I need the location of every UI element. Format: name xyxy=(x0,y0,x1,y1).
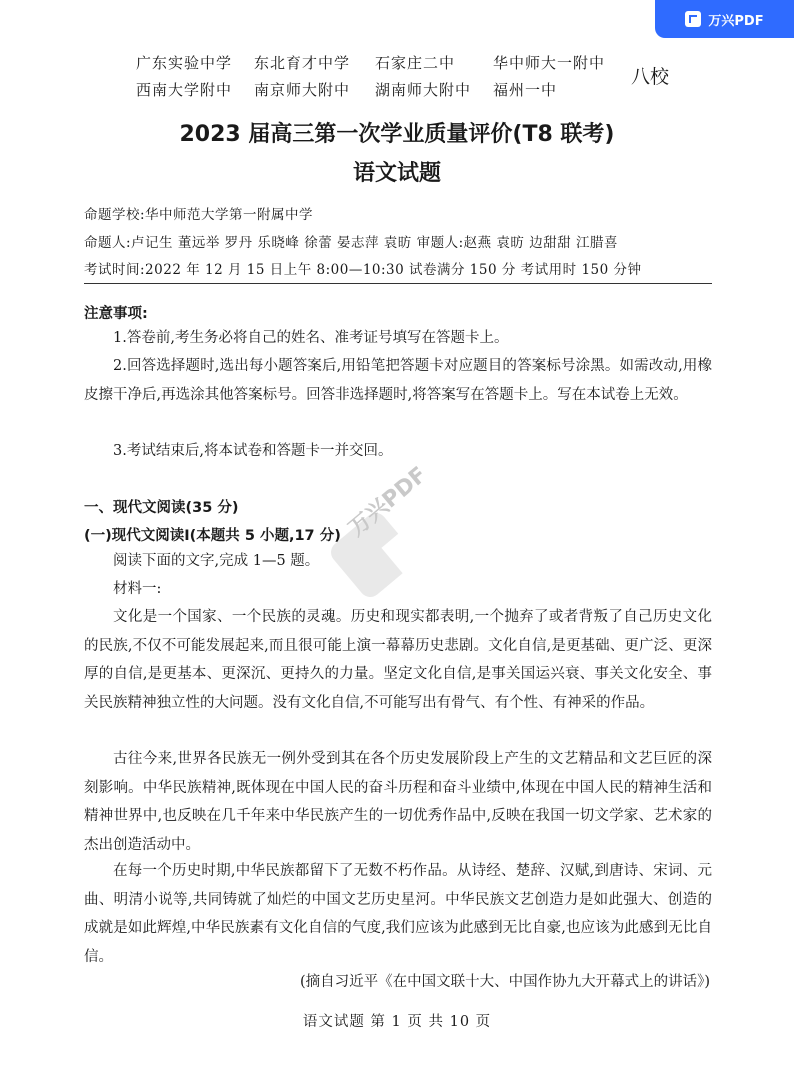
meta-time: 考试时间:2022 年 12 月 15 日上午 8:00—10:30 试卷满分 150 分 考试用时 150 分钟 xyxy=(84,262,642,278)
badge-label: 万兴PDF xyxy=(708,13,764,29)
school-name: 西南大学附中 xyxy=(136,81,233,99)
notice-item: 3.考试结束后,将本试卷和答题卡一并交回。 xyxy=(113,443,393,459)
wondershare-pdf-icon xyxy=(685,11,701,27)
school-name: 湖南师大附中 xyxy=(375,81,472,99)
school-name: 华中师大一附中 xyxy=(493,54,606,72)
subsection-heading: (一)现代文阅读Ⅰ(本题共 5 小题,17 分) xyxy=(84,528,341,544)
meta-authors: 命题人:卢记生 董远举 罗丹 乐晓峰 徐蕾 晏志萍 袁昉 审题人:赵燕 袁昉 边甜甜 江腊喜 xyxy=(84,235,619,251)
meta-school: 命题学校:华中师范大学第一附属中学 xyxy=(84,207,314,223)
school-name: 福州一中 xyxy=(493,81,558,99)
school-list xyxy=(136,50,605,104)
school-name: 南京师大附中 xyxy=(254,81,351,99)
school-group-label: 八校 xyxy=(631,66,670,88)
page-footer: 语文试题 第 1 页 共 10 页 xyxy=(302,1014,492,1030)
notice-heading: 注意事项: xyxy=(84,306,148,322)
school-name: 石家庄二中 xyxy=(375,54,456,72)
wondershare-pdf-badge[interactable] xyxy=(655,0,794,38)
notice-item: 1.答卷前,考生务必将自己的姓名、准考证号填写在答题卡上。 xyxy=(113,330,509,346)
section-heading: 一、现代文阅读(35 分) xyxy=(84,500,239,516)
exam-title: 2023 届高三第一次学业质量评价(T8 联考) xyxy=(179,122,615,147)
body-paragraph: 文化是一个国家、一个民族的灵魂。历史和现实都表明,一个抛弃了或者背叛了自己历史文化的民族,不仅不可能发展起来,而且很可能上演一幕幕历史悲剧。文化自信,是更基础、更广泛、更深厚的自信,是更基本、更深沉、更持久的力量。坚定文化自信,是事关国运兴衰、事关文化安全、事关民族精神独立性的大问题。没有文化自信,不可能写出有骨气、有个性、有神采的作品。 xyxy=(84,609,712,711)
reading-instruction: 阅读下面的文字,完成 1—5 题。 xyxy=(113,553,320,569)
body-paragraph: 在每一个历史时期,中华民族都留下了无数不朽作品。从诗经、楚辞、汉赋,到唐诗、宋词、元曲、明清小说等,共同铸就了灿烂的中国文艺历史星河。中华民族文艺创造力是如此强大、创造的成就是如此辉煌,中华民族素有文化自信的气度,我们应该为此感到无比自豪,也应该为此感到无比自信。 xyxy=(84,863,712,965)
school-name: 广东实验中学 xyxy=(136,54,233,72)
school-name: 东北育才中学 xyxy=(254,54,351,72)
body-paragraph: 古往今来,世界各民族无一例外受到其在各个历史发展阶段上产生的文艺精品和文艺巨匠的深刻影响。中华民族精神,既体现在中国人民的奋斗历程和奋斗业绩中,体现在中国人民的精神生活和精神世界中,也反映在几千年来中华民族产生的一切优秀作品中,反映在我国一切文学家、艺术家的杰出创造活动中。 xyxy=(84,751,712,853)
exam-subject: 语文试题 xyxy=(352,161,441,186)
notice-item: 2.回答选择题时,选出每小题答案后,用铅笔把答题卡对应题目的答案标号涂黑。如需改动,用橡皮擦干净后,再选涂其他答案标号。回答非选择题时,将答案写在答题卡上。写在本试卷上无效。 xyxy=(84,358,712,403)
source-citation: (摘自习近平《在中国文联十大、中国作协九大开幕式上的讲话》) xyxy=(299,974,710,990)
divider xyxy=(84,283,712,284)
material-label: 材料一: xyxy=(113,581,162,597)
watermark-text: 万兴PDF xyxy=(344,462,432,542)
